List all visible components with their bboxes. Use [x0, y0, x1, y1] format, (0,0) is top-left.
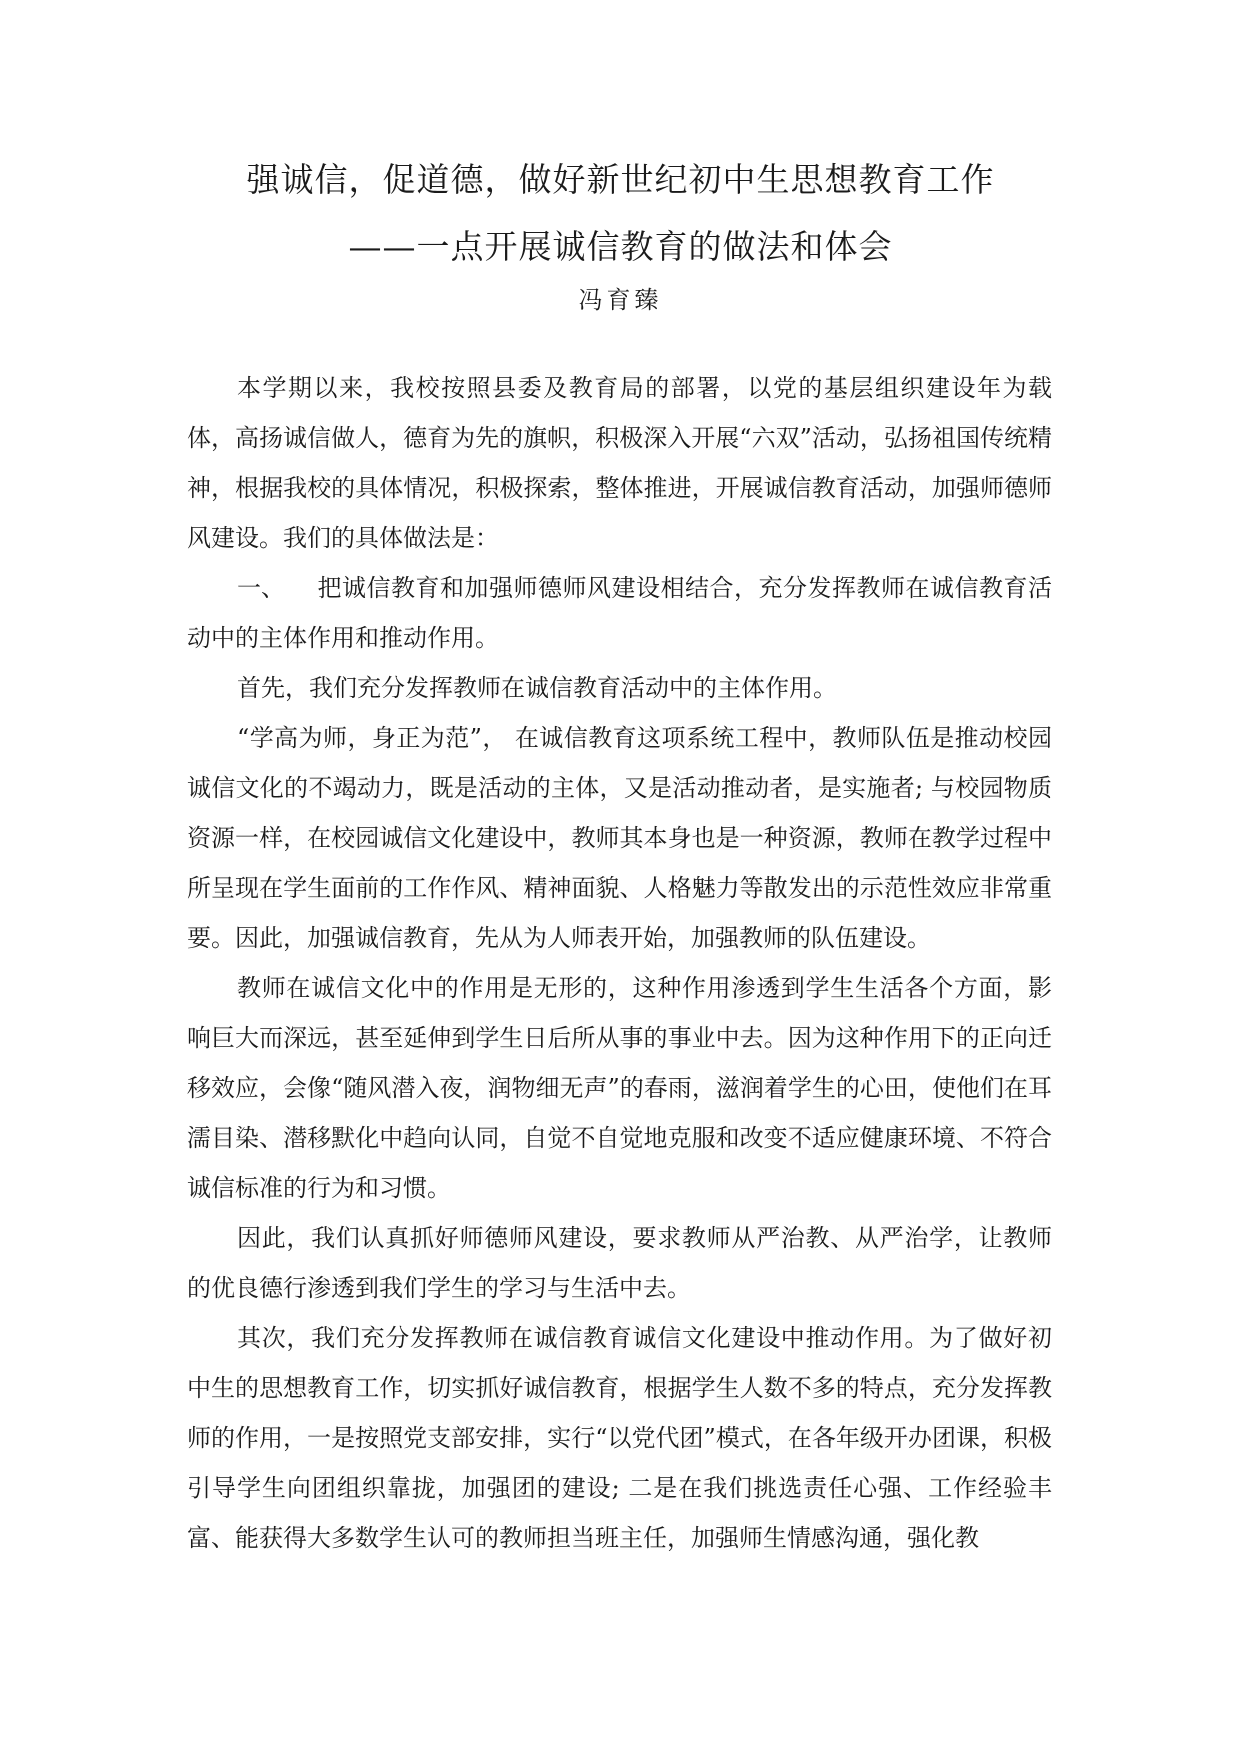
paragraph-influence: 教师在诚信文化中的作用是无形的，这种作用渗透到学生生活各个方面，影响巨大而深远，甚至延伸到学生日后所从事的事业中去。因为这种作用下的正向迁移效应，会像“随风潜入夜，润物细无声”的春雨，滋润着学生的心田，使他们在耳濡目染、潜移默化中趋向认同，自觉不自觉地克服和改变不适应健康环境、不符合诚信标准的行为和习惯。 [187, 974, 1052, 1202]
item-number: 一、 [237, 574, 285, 602]
document-body [187, 363, 1052, 1563]
paragraph-therefore: 因此，我们认真抓好师德师风建设，要求教师从严治教、从严治学，让教师的优良德行渗透到我们学生的学习与生活中去。 [187, 1224, 1052, 1302]
paragraph-quote: “学高为师，身正为范”， 在诚信教育这项系统工程中，教师队伍是推动校园诚信文化的不竭动力，既是活动的主体，又是活动推动者，是实施者; 与校园物质资源一样，在校园诚信文化建设中，教师其本身也是一种资源，教师在教学过程中所呈现在学生面前的工作作风、精神面貌、人格魅力等散发出的示范性效应非常重要。因此，加强诚信教育，先从为人师表开始，加强教师的队伍建设。 [187, 724, 1052, 952]
paragraph-intro: 本学期以来，我校按照县委及教育局的部署，以党的基层组织建设年为载体，高扬诚信做人，德育为先的旗帜，积极深入开展“六双”活动，弘扬祖国传统精神，根据我校的具体情况，积极探索，整体推进，开展诚信教育活动，加强师德师风建设。我们的具体做法是： [187, 374, 1052, 552]
paragraph-second: 其次，我们充分发挥教师在诚信教育诚信文化建设中推动作用。为了做好初中生的思想教育工作，切实抓好诚信教育，根据学生人数不多的特点，充分发挥教师的作用，一是按照党支部安排，实行“以党代团”模式，在各年级开办团课，积极引导学生向团组织靠拢，加强团的建设; 二是在我们挑选责任心强、工作经验丰富、能获得大多数学生认可的教师担当班主任，加强师生情感沟通，强化教 [187, 1324, 1052, 1552]
document-author: 冯育臻 [578, 286, 663, 314]
document-title: 强诚信，促道德，做好新世纪初中生思想教育工作 [246, 160, 995, 199]
item-one-text: 把诚信教育和加强师德师风建设相结合，充分发挥教师在诚信教育活动中的主体作用和推动作用。 [187, 574, 1052, 652]
paragraph-item-one [187, 563, 1052, 663]
paragraph-first: 首先，我们充分发挥教师在诚信教育活动中的主体作用。 [237, 674, 837, 702]
document-subtitle: ——一点开展诚信教育的做法和体会 [348, 227, 893, 266]
